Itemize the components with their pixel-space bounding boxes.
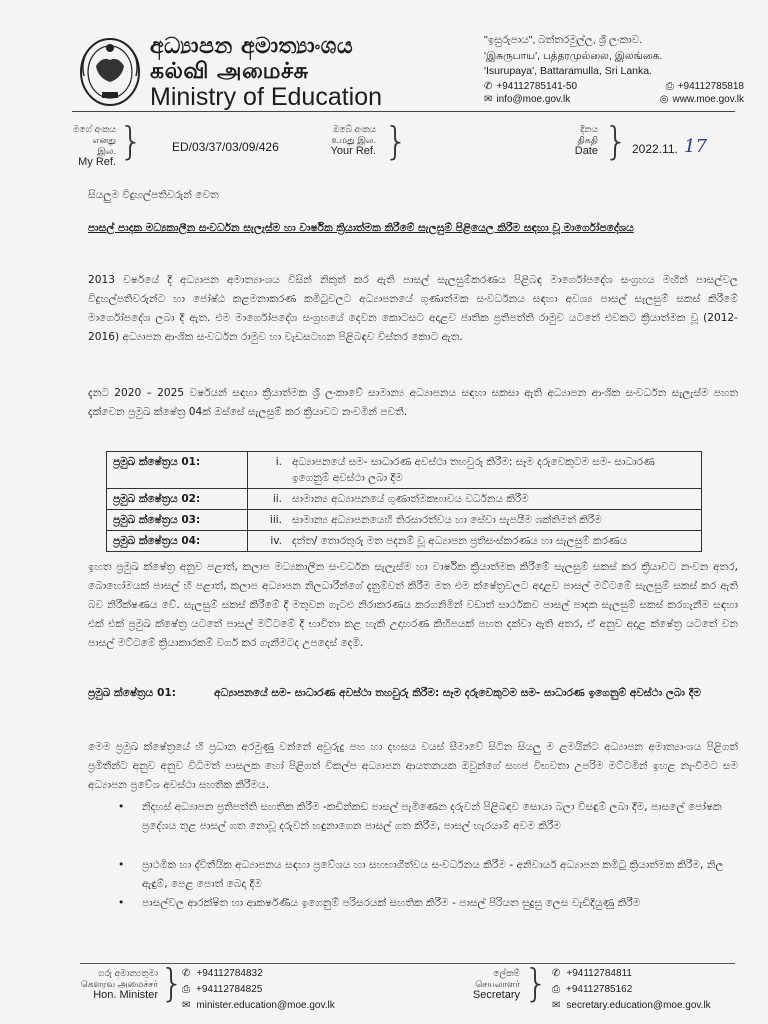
contact-block xyxy=(484,80,744,106)
address-english: 'Isurupaya', Battaramulla, Sri Lanka. xyxy=(484,65,653,77)
minister-brace: } xyxy=(160,961,185,1005)
area-text: සාමාන්‍ය අධ්‍යාපනයේ ගුණාත්මකභාවය වර්ධනය කිරීම xyxy=(286,489,702,510)
your-ref-brace: } xyxy=(384,119,409,163)
email-icon: ✉ xyxy=(182,999,191,1011)
phone-number: +94112785141-50 xyxy=(496,81,578,92)
minister-fax: +94112784825 xyxy=(196,983,263,995)
area-key: ප්‍රමුඛ ක්ෂේත්‍රය 01: xyxy=(107,452,248,489)
secretary-contacts xyxy=(552,965,711,1013)
your-ref-label: ඔබේ අංකය உமது இல. Your Ref. xyxy=(330,124,376,157)
bullet-item xyxy=(118,798,738,836)
date-brace: } xyxy=(604,119,629,163)
area-key: ප්‍රමුඛ ක්ෂේත්‍රය 04: xyxy=(107,531,248,552)
priority-areas-table xyxy=(106,451,702,552)
area-key: ප්‍රමුඛ ක්ෂේත්‍රය 02: xyxy=(107,489,248,510)
subject-heading: පාසල් පාදක මධ්‍යකාලීන සංවර්ධන සැලැස්ම හා වාර්ෂික ක්‍රියාත්මක කිරීමේ සැලසුම් පිළියෙල කිරීම සඳහා වූ මාර්ගෝපදේශය xyxy=(88,222,634,234)
table-row xyxy=(107,531,702,552)
email-icon: ✉ xyxy=(484,94,493,105)
ministry-name-sinhala: අධ්‍යාපන අමාත්‍යාංශය xyxy=(150,34,354,59)
ministry-name-tamil: கல்வி அமைச்சு xyxy=(150,59,309,84)
area-text: අධ්‍යාපනයේ සම- සාධාරණ අවස්ථා තහවුරු කිරීම: සෑම දරුවෙකුටම සම- සාධාරණ ඉගෙනුම් අවස්ථා ලබා දීම xyxy=(286,452,702,489)
bullet-text: නිදහස් අධ්‍යාපන ප්‍රතිපත්ති සහතික කිරීම -කඩින්කඩ පාසල් පැමිණෙන දරුවන් පිළිබඳව සොයා බලා විසඳුම් ලබා දීම, පාසලේ පෝෂක ප්‍රදේශය තුළ පාසල් ගත නොවූ දරුවන් හඳුනාගෙන පාසල් ගත කිරීම, පාසල් හැරයාම් අවම කිරීම xyxy=(142,801,722,832)
bullet-item xyxy=(118,856,738,894)
my-ref-brace: } xyxy=(119,119,144,163)
email-icon: ✉ xyxy=(552,999,561,1011)
phone-icon: ✆ xyxy=(182,967,191,979)
area-key: ප්‍රමුඛ ක්ෂේත්‍රය 03: xyxy=(107,510,248,531)
paragraph-2: දැනට 2020 – 2025 වර්ෂයන් සඳහා ක්‍රියාත්මක ශ්‍රී ලංකාවේ සාමාන්‍ය අධ්‍යාපනය සඳහා සකසා ඇති අධ්‍යාපන ආංශික සංවර්ධන සැලැස්ම පහත දැක්වෙන ප්‍රමුඛ ක්ෂේත්‍ර 04ක් ඔස්සේ සැලසුම් කර ක්‍රියාවට නංවමින් පවතී. xyxy=(88,387,738,418)
my-ref-label: මගේ අංකය எனது இல. My Ref. xyxy=(72,124,116,168)
my-ref-value: ED/03/37/03/09/426 xyxy=(172,140,279,154)
date-day-handwritten: 17 xyxy=(684,136,707,157)
phone-icon: ✆ xyxy=(484,81,493,92)
addressee: සියලුම විදුහල්පතිවරුන් වෙත xyxy=(88,189,219,201)
area-number: iii. xyxy=(248,510,287,531)
area-number: i. xyxy=(248,452,287,489)
header-divider xyxy=(72,111,735,112)
bullet-item xyxy=(118,894,738,913)
government-crest-logo xyxy=(78,36,142,112)
paragraph-3: ඉහත ප්‍රමුඛ ක්ෂේත්‍ර අනුව පළාත්, කලාප මධ්‍යකාලීන සංවර්ධන සැලැස්ම හා වාර්ෂික ක්‍රියාත්මක කිරීමේ සැලසුම් සකස් කර ක්‍රියාවට නංවන අතර, බොහෝමයක් පාසල් හි පළාත්, කලාප අධ්‍යාපන නිලධාරීන්ගේ දැනුම්වත් කිරීම මත එම ක්ෂේත්‍රවලට අදාළව පාසල් මට්ටමේ සැලසුම් සකස් කර ඇති බව නිරීක්ෂණය වේ. සැලසුම් සකස් කිරීමේ දී මතුවන ගැටළු නිරාකරණය කරගනිමින් වඩාත් සාර්ථකව පාසල් පාදක සැලසුම් සකස් කරගැනීම සඳහා එක් එක් ප්‍රමුඛ ක්ෂේත්‍ර යටතේ පාසල් මට්ටමේ දී භාවිතා කළ හැකි උදාහරණ කිහිපයක් පහත දක්වා ඇති අතර, ඒ අනුව අදාළ ක්ෂේත්‍ර යටතේ වන පාසල් මට්ටමේ ක්‍රියාකාරකම් වර්ග කර ගැනීමටද උපදෙස් දෙමි. xyxy=(88,561,738,649)
address-tamil: 'இசுருபாய', பத்தரமுல்லை, இலங்கை. xyxy=(484,50,663,62)
area-number: ii. xyxy=(248,489,287,510)
secretary-email: secretary.education@moe.gov.lk xyxy=(566,999,711,1011)
secretary-phone: +94112784811 xyxy=(566,967,632,979)
secretary-fax: +94112785162 xyxy=(566,983,633,995)
phone-icon: ✆ xyxy=(552,967,561,979)
minister-contacts xyxy=(182,965,335,1013)
paragraph-4: මෙම ප්‍රමුඛ ක්ෂේත්‍රයේ හි ප්‍රධාන අරමුණු වන්නේ අවුරුදු පහ හා දහසය වයස් සීමාවේ සිටින සියලු ම ළමයින්ට අධ්‍යාපන අමාත්‍යාංශය පිළිගත් ප්‍රමිතීන්ට අනුව අනුව විධිමත් පාසලක හෝ පිළිගත් විකල්ප අධ්‍යාපන ආයතනයක ඔවුන්ගේ සහජ විභවතා උපරිම මට්ටමින් ඉහළ නැංවීමට සම අධ්‍යාපන ප්‍රවේශ අවස්ථා සහතික කිරීමය. xyxy=(88,741,738,791)
secretary-label: ලේකම් செயலாளர் Secretary xyxy=(472,968,520,1001)
fax-icon: ⎙ xyxy=(552,983,560,995)
table-row xyxy=(107,510,702,531)
area1-heading-text: අධ්‍යාපනයේ සම- සාධාරණ අවස්ථා තහවුරු කිරීම: සෑම දරුවෙකුටම සම- සාධාරණ ඉගෙනුම් අවස්ථා ලබා දීම xyxy=(214,687,702,699)
table-row xyxy=(107,489,702,510)
paragraph-1: 2013 වර්ෂයේ දී අධ්‍යාපන අමාත්‍යාංශය විසින් නිකුත් කර ඇති පාසල් සැලසුම්කරණය පිළිබඳ මාර්ගෝපදේශ සංග්‍රහය මඟින් පාසල්වල විදුහල්පතිවරුන්ට හා ජෝෂ්ඨ කළමනාකරණ කමිටුවලට අධ්‍යාපනයේ ගුණාත්මක සංවර්ධනය සඳහා අවශ්‍ය පාසල් සැලසුම් සකස් කිරීමේ මාර්ගෝපදේශ ලබා දී ඇත. එම මාර්ගෝපදේශ සංග්‍රහයේ දෙවන කොටසට අදාළව ජාතික ප්‍රතිපත්ති රාමුව යටතේ එවකට ක්‍රියාත්මක වූ (2012-2016) අධ්‍යාපන ආංශික සංවර්ධන රාමුව හා වැඩසටහන පිළිබඳව විස්තර කොට ඇත. xyxy=(88,274,738,343)
fax-icon: ⎙ xyxy=(665,81,674,92)
area-text: දත්ත/ තොරතුරු මත පදනම් වූ අධ්‍යාපන ප්‍රතිසංස්කරණය හා සැලසුම් කරණය xyxy=(286,531,702,552)
date-value: 2022.11. xyxy=(632,142,678,156)
bullet-icon: • xyxy=(118,859,125,871)
website-address: www.moe.gov.lk xyxy=(672,94,744,105)
bullet-text: පාසල්වල ආරක්ෂිත හා ආකර්ෂණීය ඉගෙනුම් පරිසරයක් සහතික කිරීම - පාසල් පිරියත සුදුසු ලෙස වැඩිදියුණු කිරීම xyxy=(142,897,641,909)
secretary-brace: } xyxy=(524,961,549,1005)
area-text: සාමාන්‍ය අධ්‍යාපනයෙහි තිරසාරත්වය හා සේවා සැපයීම ශක්තිමත් කිරීම xyxy=(286,510,702,531)
date-label: දිනය திகதி Date xyxy=(574,124,598,157)
ministry-name-english: Ministry of Education xyxy=(150,83,383,111)
minister-label: ගරු අමාත්‍යතුමා கௌரவ அமைச்சர் Hon. Minister xyxy=(80,968,158,1001)
area1-heading-key: ප්‍රමුඛ ක්ෂේත්‍රය 01: xyxy=(88,687,176,699)
fax-number: +94112785818 xyxy=(677,81,744,92)
area-number: iv. xyxy=(248,531,287,552)
minister-email: minister.education@moe.gov.lk xyxy=(196,999,335,1011)
table-row xyxy=(107,452,702,489)
globe-icon: ◎ xyxy=(659,94,669,105)
email-address: info@moe.gov.lk xyxy=(496,94,571,105)
bullet-icon: • xyxy=(118,801,125,813)
address-sinhala: "ඉසුරුපාය", බත්තරමුල්ල, ශ්‍රී ලංකාව. xyxy=(484,34,643,46)
minister-phone: +94112784832 xyxy=(196,967,263,979)
bullet-text: ප්‍රාථමික හා ද්විතීයික අධ්‍යාපනය සඳහා ප්‍රවේශය හා සහභාගීත්වය සංවර්ධනය කිරීම - අනිවාර්ය අධ්‍යාපන කමිටු ක්‍රියාත්මක කිරීම, නිල ඇඳුම්, පෙළ පොත් බෙදා දීම xyxy=(142,859,724,890)
fax-icon: ⎙ xyxy=(182,983,190,995)
bullet-icon: • xyxy=(118,897,125,909)
